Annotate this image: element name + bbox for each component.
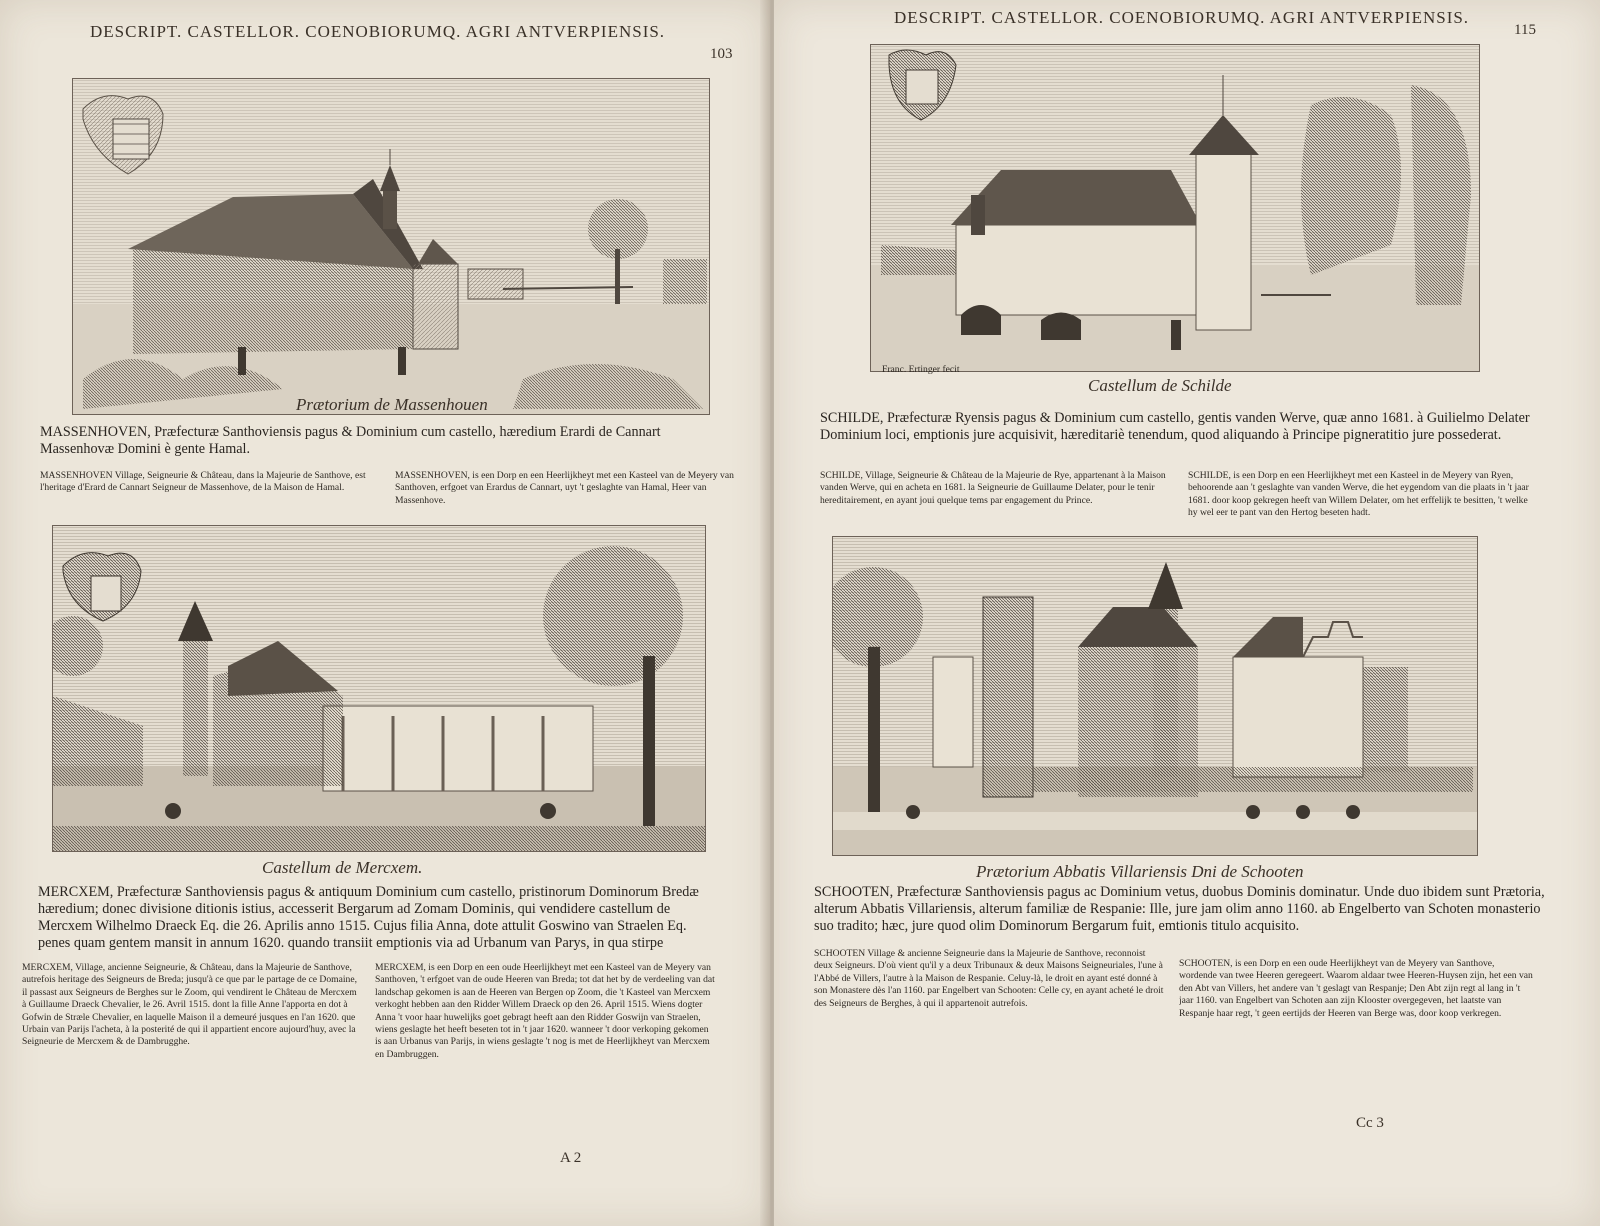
left-running-head: DESCRIPT. CASTELLOR. COENOBIORUMQ. AGRI ANTVERPIENSIS.	[90, 22, 666, 41]
dutch-massenhoven: MASSENHOVEN, is een Dorp en een Heerlijkheyt met een Kasteel van de Meyery van Santhoven, erfgoet van Erardus de Cannart, uyt 't geslaghte van Hamal, Heer van Massenhove.	[395, 470, 734, 506]
engraver-credit: Franc. Ertinger fecit	[882, 364, 960, 375]
dutch-schilde: SCHILDE, is een Dorp en een Heerlijkheyt met een Kasteel in de Meyery van Ryen, behoorende aan 't geslaghte van vanden Werve, die het eygendom van die plaats in 't jaar 1681. door koop gekregen heeft van Willem Delater, om het erffelijk te besitten, 't welke hy wel eer te pant van den Hertog beseten hadt.	[1188, 470, 1529, 518]
engraving-schilde	[870, 44, 1480, 372]
caption-schilde: Castellum de Schilde	[1088, 376, 1232, 395]
french-schilde: SCHILDE, Village, Seigneurie & Château de la Majeurie de Rye, appartenant à la Maison vanden Werve, qui en acheta en 1681. la Seigneurie de Guillaume Delater, pour le tenir hereditairement, en ayant joui quelque tems par engagement du Prince.	[820, 470, 1166, 506]
left-signature: A 2	[560, 1150, 582, 1166]
right-page-number: 115	[1514, 22, 1536, 38]
latin-mercxem: MERCXEM, Præfecturæ Santhoviensis pagus & antiquum Dominium cum castello, pristinorum Dominorum Bredæ hæredium; donec divisione ditionis istius, accesserit Bergarum ad Zomam Dominis, qui vendidere castellum de Mercxem Wilhelmo Draeck Eq. die 26. Aprilis anno 1515. Cujus filia Anna, dote attulit Goswino van Straelen Eq. penes quam gentem mansit in annum 1620. quando transiit emptionis via ad Urbanum van Parys, in qua stirpe	[38, 884, 699, 951]
dutch-schooten: SCHOOTEN, is een Dorp en een oude Heerlijkheyt van de Meyery van Santhove, wordende van twee Heeren geregeert. Waarom aldaar twee Heeren-Huysen zijn, het een van den Abt van Villers, het andere van 't geslagt van Respanje; Den Abt zijn regt al lang in 't jaar 1160. van Engelbert van Schoten aan zijn Klooster overgegeven, het laatste van Respanje haar regt, 't geen eertijds der Heeren van Berge was, door koop verkregen.	[1179, 958, 1533, 1019]
dutch-mercxem: MERCXEM, is een Dorp en een oude Heerlijkheyt met een Kasteel van de Meyery van Santhoven, 't erfgoet van de oude Heeren van Breda; tot dat het by de verdeeling van dat landschap gekomen is aan de Heeren van Bergen op Zoom, die 't Kasteel van Mercxem verkoght hebben aan den Ridder Willem Draeck op den 26. April 1515. Wiens dogter Anna 't voor haar huwelijks goet gebragt heeft aan den Ridder Goswijn van Straelen, wiens geslagte het heeft beseten tot in 't jaar 1620. wanneer 't door verkoping gekomen is aan Urbanus van Parijs, in wiens geslagte 't nog is met de Heerlijkheyt van Mercxem en Dambruggen.	[375, 962, 715, 1060]
left-page-number: 103	[710, 46, 733, 62]
right-running-head: DESCRIPT. CASTELLOR. COENOBIORUMQ. AGRI ANTVERPIENSIS.	[894, 8, 1470, 27]
engraving-schooten	[832, 536, 1478, 856]
left-page	[0, 0, 770, 1226]
latin-schilde: SCHILDE, Præfecturæ Ryensis pagus & Dominium cum castello, gentis vanden Werve, quæ anno 1681. à Guilielmo Delater Dominium loci, emptionis jure acquisivit, hæreditariè tenendum, quod aliquando à Principe pigneratitio jure possederat.	[820, 410, 1530, 443]
right-signature: Cc 3	[1356, 1115, 1384, 1131]
latin-schooten: SCHOOTEN, Præfecturæ Santhoviensis pagus ac Dominium vetus, duobus Dominis dominatur. Unde duo ibidem sunt Prætoria, alterum Abbatis Villariensis, alterum familiæ de Respanie: Ille, jure jam olim anno 1160. ab Engelberto van Schoten monasterio suo tradito; hæc, jure quod olim Dominorum Bergarum fuit, emtionis titulo acquisito.	[814, 884, 1545, 934]
engraving-massenhoven	[72, 78, 710, 415]
french-mercxem: MERCXEM, Village, ancienne Seigneurie, & Château, dans la Majeurie de Santhove, autrefois heritage des Seigneurs de Breda; jusqu'à ce que par le partage de ce Domaine, il passast aux Seigneurs de Berghes sur le Zoom, qui vendirent le Château de Mercxem à Guillaume Draeck Chevalier, le 26. Avril 1515. dont la fille Anne l'apporta en dot à Gofwin de Stræle Chevalier, en laquelle Maison il a demeuré jusques en l'an 1620. que Urbain van Parijs l'acheta, à la posterité de qui il appartient encore aujourd'huy, avec la Seigneurie de Mercxem & de Dambrugghe.	[22, 962, 357, 1048]
right-page	[774, 0, 1600, 1226]
caption-mercxem: Castellum de Mercxem.	[262, 858, 423, 877]
caption-schooten: Prætorium Abbatis Villariensis Dni de Schooten	[976, 862, 1304, 881]
french-schooten: SCHOOTEN Village & ancienne Seigneurie dans la Majeurie de Santhove, reconnoist deux Seigneurs. D'où vient qu'il y a deux Tribunaux & deux Maisons Seigneuriales, l'une à l'Abbé de Villers, l'autre à la Maison de Respanie. Celuy-là, le droit en ayant esté donné à son Monastere dès l'an 1160. par Engelbert van Schooten: Celle cy, en ayant acheté le droit des Seigneurs de Berghes, à qui il appartenoit autrefois.	[814, 948, 1164, 1009]
french-massenhoven: MASSENHOVEN Village, Seigneurie & Château, dans la Majeurie de Santhove, est l'heritage d'Erard de Cannart Seigneur de Massenhove, de la Maison de Hamal.	[40, 470, 366, 494]
engraving-mercxem	[52, 525, 706, 852]
latin-massenhoven: MASSENHOVEN, Præfecturæ Santhoviensis pagus & Dominium cum castello, hæredium Erardi de Cannart Massenhovæ Domini è gente Hamal.	[40, 424, 661, 457]
caption-massenhoven: Prætorium de Massenhouen	[296, 395, 488, 414]
